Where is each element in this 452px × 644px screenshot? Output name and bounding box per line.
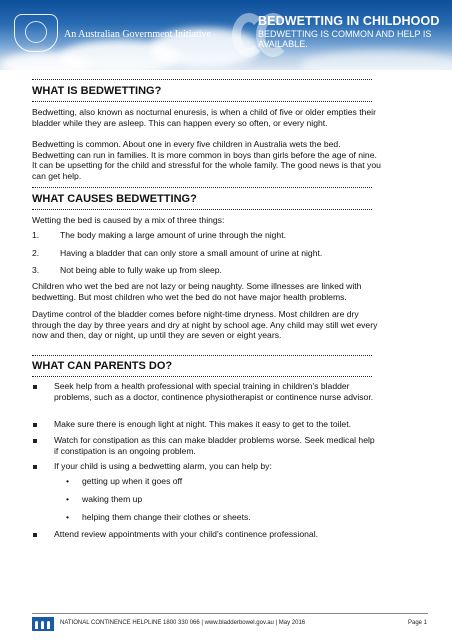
section-divider: [32, 355, 372, 356]
item-text: The body making a large amount of urine through the night.: [60, 230, 286, 240]
dot-bullet-icon: •: [66, 476, 70, 486]
sub-bullet-text: waking them up: [82, 494, 143, 504]
dot-bullet-icon: •: [66, 494, 70, 504]
bullet-text: Make sure there is enough light at night. This makes it easy to get to the toilet.: [54, 419, 351, 429]
paragraph: Wetting the bed is caused by a mix of three things:: [32, 215, 225, 225]
cloud-decoration: [300, 50, 452, 70]
footer-helpline: NATIONAL CONTINENCE HELPLINE 1800 330 066 | www.bladderbowel.gov.au | May 2016: [60, 620, 306, 626]
item-number: 2.: [32, 248, 40, 258]
square-bullet-icon: [33, 465, 37, 469]
dot-bullet-icon: •: [66, 512, 70, 522]
square-bullet-icon: [33, 423, 37, 427]
item-number: 3.: [32, 265, 40, 275]
bullet-text: Attend review appointments with your child’s continence professional.: [54, 529, 319, 539]
document-subtitle: BEDWETTING IS COMMON AND HELP IS AVAILABLE.: [258, 29, 432, 49]
bullet-text: Seek help from a health professional with special training in children’s bladder problems, such as a doctor, continence physiotherapist or continence nurse advisor.: [54, 381, 374, 402]
footer-divider: [32, 613, 428, 614]
continence-foundation-logo-icon: [32, 617, 54, 631]
page-number: Page 1: [408, 620, 428, 626]
bullet-text: If your child is using a bedwetting alarm, you can help by:: [54, 461, 272, 471]
paragraph: Daytime control of the bladder comes before night-time dryness. Most children are dry through the day by three years and dry at night by school age. Any child may still wet every now and then, day or night, up until they are seven or eight years.: [32, 309, 378, 340]
item-number: 1.: [32, 230, 40, 240]
bullet-item: [48, 529, 378, 540]
paragraph: Bedwetting is common. About one in every five children in Australia wets the bed. Bedwetting can run in families. It is more common in boys than girls before the age of nine. It can be upsetting for the child and stressful for the whole family. The good news is that you can get help.: [32, 139, 381, 181]
item-text: Having a bladder that can only store a small amount of urine at night.: [60, 248, 323, 258]
section-divider: [32, 101, 372, 102]
section-divider: [32, 209, 372, 210]
section-heading-what-is: WHAT IS BEDWETTING?: [32, 85, 162, 97]
section-heading-causes: WHAT CAUSES BEDWETTING?: [32, 193, 197, 205]
bullet-item: [48, 461, 378, 472]
square-bullet-icon: [33, 385, 37, 389]
bullet-item: [48, 435, 378, 456]
section-divider: [32, 79, 372, 80]
sub-bullet-item: [66, 512, 251, 523]
item-text: Not being able to fully wake up from sleep.: [60, 265, 222, 275]
sub-bullet-item: [66, 494, 143, 505]
gov-initiative-label: An Australian Government Initiative: [64, 29, 211, 40]
sub-bullet-text: getting up when it goes off: [82, 476, 183, 486]
section-divider: [32, 187, 372, 188]
section-heading-parents: WHAT CAN PARENTS DO?: [32, 360, 173, 372]
paragraph: Bedwetting, also known as nocturnal enuresis, is when a child of five or older empties their bladder while they are asleep. This can happen every so often, or every night.: [32, 107, 376, 128]
square-bullet-icon: [33, 533, 37, 537]
header-banner: [0, 0, 452, 70]
bullet-item: [48, 381, 378, 402]
document-title: BEDWETTING IN CHILDHOOD: [258, 14, 440, 28]
bullet-item: [48, 419, 378, 430]
sub-bullet-item: [66, 476, 183, 487]
square-bullet-icon: [33, 439, 37, 443]
section-divider: [32, 376, 372, 377]
paragraph: Children who wet the bed are not lazy or being naughty. Some illnesses are linked with bedwetting. But most children who wet the bed do not have major health problems.: [32, 281, 362, 302]
sub-bullet-text: helping them change their clothes or sheets.: [82, 512, 251, 522]
bullet-text: Watch for constipation as this can make bladder problems worse. Seek medical help if constipation is an ongoing problem.: [54, 435, 375, 456]
coat-of-arms-icon: [14, 14, 58, 52]
